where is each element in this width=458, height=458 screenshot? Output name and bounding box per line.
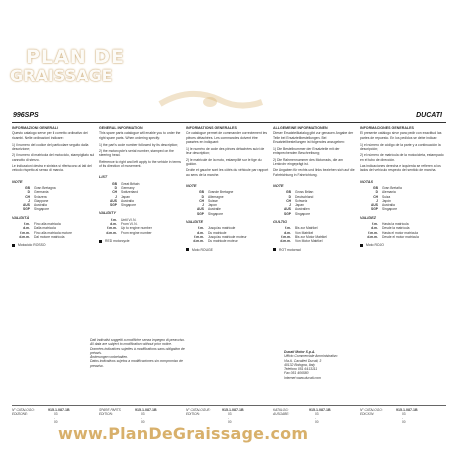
instruction-item: 2) il numero di matricola del motociclo, stampigliato sul cannotto di sterzo. — [12, 153, 95, 162]
country-code-row — [99, 203, 142, 207]
column-heading: INFORMACIONES GENERALES — [360, 126, 414, 130]
country-codes-table — [273, 190, 315, 216]
instruction-item: 2) el número de matrícula de la motocicleta, estampado en el tubo de dirección. — [360, 153, 444, 162]
country-code: J — [28, 198, 30, 203]
validity-meaning: Desde la matrícula — [382, 226, 410, 231]
country-code: SGP — [23, 207, 30, 212]
instruction-item: 2) the motorcycle's serial number, stamped on the steering head. — [99, 149, 174, 158]
validity-heading: VALIDEZ — [360, 215, 376, 220]
country-name: Allemagne — [208, 194, 224, 199]
instruction-item: 1) el número de código de la parte y a continuación la descripción; — [360, 142, 441, 152]
disclaimer-block — [90, 338, 190, 368]
footer-label: N° CATALOGO: — [12, 408, 35, 412]
column-italian — [12, 126, 96, 248]
watermark-logo — [4, 46, 134, 92]
catalog-number: 915.1.087.1B — [396, 408, 418, 412]
country-codes-table — [360, 186, 404, 212]
country-codes-table — [99, 182, 142, 208]
watermark-logo-line1: PLAN DE — [26, 46, 126, 68]
column-intro: This spare parts catalogue will enable you to order the right spare parts. When ordering specify: — [99, 131, 181, 140]
country-name: Australia — [34, 203, 47, 208]
notes-heading: NOTE — [186, 183, 197, 188]
country-name: Australia — [382, 203, 395, 208]
country-name: Singapore — [34, 207, 50, 212]
edition-date: 03 - 00 — [54, 412, 58, 425]
validity-meaning: Until V.I.N. — [121, 217, 137, 222]
country-name: Australien — [295, 207, 310, 212]
footer-edition-de — [273, 408, 331, 425]
validity-table — [99, 218, 154, 235]
model-name: 996SPS — [13, 112, 39, 119]
company-name: Ducati Motor S.p.A. — [284, 350, 316, 354]
motorcycle-color-label: Motociclo ROSSO — [18, 243, 46, 248]
country-codes-table — [186, 190, 235, 216]
validity-meaning: Hasta la matrícula — [382, 222, 409, 227]
country-code: D — [288, 194, 291, 199]
validity-meaning: Bis zur Motor Matrikel — [295, 234, 327, 239]
validity-abbr: f.m. — [24, 222, 30, 227]
notes-heading: NOTE — [273, 183, 284, 188]
header-divider — [12, 122, 446, 123]
country-code: SGP — [197, 211, 204, 216]
validity-table — [186, 226, 249, 243]
footer-sublabel: EDITION: — [186, 412, 200, 417]
notes-heading: NOTE — [12, 179, 23, 184]
country-name: Germany — [121, 185, 135, 190]
catalog-number: 915.1.087.1B — [135, 408, 157, 412]
footer-sublabel: EDIZIONE: — [12, 412, 28, 417]
validity-abbr: d.m. — [284, 230, 291, 235]
validity-row — [360, 235, 421, 239]
country-code: CH — [25, 194, 30, 199]
country-name: Japón — [382, 198, 391, 203]
column-heading: GENERAL INFORMATION — [99, 126, 143, 130]
oil-drop-watermark-icon — [150, 82, 270, 112]
country-name: Giappone — [34, 198, 49, 203]
country-name: Suiza — [382, 194, 391, 199]
notes-heading: NOTAS — [360, 179, 374, 184]
validity-table — [273, 226, 329, 243]
column-heading: ALLGEMEINE INFORMATIONEN — [273, 126, 328, 130]
company-phone: Telefono 051 6413111 — [284, 367, 318, 372]
country-name: Deutschland — [295, 194, 314, 199]
country-name: Gran Bretaña — [382, 185, 402, 190]
validity-meaning: Bis zur Matrikel — [295, 226, 318, 231]
validity-meaning: Desde el motor matrícula — [382, 234, 419, 239]
footer-edition-it — [12, 408, 70, 425]
footer-edition-fr — [186, 408, 244, 425]
validity-row — [99, 231, 154, 235]
validity-meaning: Fino alla matricola — [34, 222, 61, 227]
watermark-logo-line2: GRAISSAGE — [10, 66, 113, 85]
column-french — [186, 126, 270, 252]
validity-abbr: f.m.m. — [20, 230, 30, 235]
footer-edition-en — [99, 408, 157, 425]
column-heading: INFORMATIONS GENERALES — [186, 126, 237, 130]
country-code: CH — [112, 190, 117, 195]
country-code: D — [201, 194, 204, 199]
instruction-item: Reference to right and left apply to the vehicle in terms of its direction of movement. — [99, 159, 181, 169]
company-fax: Fax 051 406580 — [284, 371, 309, 376]
country-code: AUS — [284, 207, 291, 212]
instruction-item: 1) il numero del codice del particolare seguito dalla descrizione; — [12, 142, 89, 152]
validity-meaning: Jusqu'au matricule moteur — [208, 234, 247, 239]
country-name: Gross Britan — [295, 190, 314, 195]
motorcycle-color — [12, 243, 96, 247]
validity-abbr: d.m.m. — [280, 239, 291, 244]
country-code: SGP — [284, 211, 291, 216]
country-name: Svizzera — [34, 194, 47, 199]
column-german — [273, 126, 357, 252]
disclaimer-line: Données indicatives sujettes à modifications sans obligation de préavis. — [90, 346, 185, 355]
country-code: J — [289, 203, 291, 208]
column-intro: Dieser Ersatzteilkatalog gibt zur genauen Angabe der Teile bei Ersatzteilbestellungen. Bei Ersatzteilbestellungen ist folgendes anzugeben: — [273, 131, 354, 144]
company-address — [284, 350, 374, 380]
validity-row — [273, 239, 329, 243]
company-web: Internet www.ducati.com — [284, 375, 321, 380]
country-code: D — [114, 185, 117, 190]
validity-table — [12, 222, 74, 239]
footer-sublabel: EDITION: — [99, 412, 113, 417]
motorcycle-color — [273, 248, 357, 252]
validity-meaning: Von Motor Matrikel — [295, 239, 323, 244]
validity-meaning: From engine number — [121, 230, 152, 235]
country-name: Great Britain — [121, 181, 140, 186]
validity-abbr: f.m. — [198, 226, 204, 231]
validity-meaning: Du matricule — [208, 230, 227, 235]
company-city: 40132 Bologna, Italy — [284, 362, 315, 367]
footer-divider — [12, 405, 446, 406]
country-name: Singapore — [295, 211, 311, 216]
validity-abbr: d.m.m. — [367, 234, 378, 239]
catalog-number: 915.1.087.1B — [222, 408, 244, 412]
column-intro: Ce catalogue permet de commander correctement les pièces détachées. Les commandes doivent être passées en indiquant: — [186, 131, 268, 144]
watermark-url: www.PlanDeGraissage.com — [58, 424, 309, 443]
validity-heading: GULTIG — [273, 220, 288, 225]
country-name: Switzerland — [121, 190, 139, 195]
motorcycle-color — [186, 248, 270, 252]
country-name: Singapore — [121, 203, 137, 208]
country-code: AUS — [110, 198, 117, 203]
instruction-item: Las indicaciones derecha e izquierda se refieren a los lados del vehículo respecto del sentido de marcha. — [360, 164, 441, 173]
catalog-number: 915.1.087.1B — [48, 408, 70, 412]
disclaimer-line: Dati indicativi soggetti a modifiche senza impegno di preavviso. — [90, 338, 185, 342]
country-name: Grande Bretagne — [208, 190, 234, 195]
country-code: AUS — [371, 203, 378, 208]
country-name: Germania — [34, 190, 49, 195]
validity-abbr: f.m. — [111, 217, 117, 222]
color-swatch-icon — [360, 244, 363, 247]
validity-meaning: Up to engine number — [121, 226, 152, 231]
validity-table — [360, 222, 421, 239]
country-code-row — [273, 212, 315, 216]
country-code: CH — [286, 198, 291, 203]
country-code-row — [12, 207, 58, 211]
validity-meaning: Fino alla matricola motore — [34, 230, 72, 235]
validity-heading: VALIDITE — [186, 220, 204, 225]
country-name: Gran Bretagna — [34, 185, 56, 190]
country-code: GB — [112, 181, 117, 186]
validity-meaning: Du matricule moteur — [208, 239, 238, 244]
country-name: Australie — [208, 207, 221, 212]
validity-abbr: d.m.m. — [193, 239, 204, 244]
country-code: J — [376, 198, 378, 203]
edition-date: 03 - 00 — [402, 412, 406, 425]
motorcycle-color — [99, 239, 183, 243]
column-heading: INFORMAZIONI GENERALI — [12, 126, 58, 130]
country-code: D — [27, 190, 30, 195]
country-name: Japan — [121, 194, 130, 199]
country-codes-table — [12, 186, 58, 212]
validity-abbr: f.m. — [285, 226, 291, 231]
motorcycle-color-label: Moto ROUGE — [192, 247, 213, 252]
country-code-row — [360, 207, 404, 211]
edition-date: 03 - 00 — [315, 412, 319, 425]
country-code: CH — [373, 194, 378, 199]
footer-sublabel: EDICION: — [360, 412, 375, 417]
validity-abbr: f.m.m. — [368, 230, 378, 235]
validity-abbr: d.m. — [110, 222, 117, 227]
validity-heading: VALIDITÀ — [12, 215, 30, 220]
country-code-row — [186, 212, 235, 216]
country-name: Singapore — [382, 207, 398, 212]
validity-meaning: Jusqu'au matricule — [208, 226, 236, 231]
motorcycle-color — [360, 243, 444, 247]
validity-meaning: Dal motore matricola — [34, 234, 65, 239]
country-code: GB — [286, 190, 291, 195]
country-name: Australia — [121, 198, 134, 203]
country-code: GB — [373, 185, 378, 190]
column-spanish — [360, 126, 444, 248]
country-name: Suisse — [208, 198, 218, 203]
motorcycle-color-label: Moto ROJO — [366, 243, 384, 248]
color-swatch-icon — [99, 240, 102, 243]
validity-abbr: d.m. — [23, 226, 30, 231]
footer-label: KATALOG: — [273, 408, 289, 412]
instruction-item: 1) the part's code number followed by its description; — [99, 142, 179, 147]
language-columns — [12, 126, 446, 326]
color-swatch-icon — [186, 248, 189, 251]
instruction-item: 2) Die Rahmennummer des Motorrads, die am Lenkrohr eingeprägt ist. — [273, 157, 343, 167]
country-code: J — [115, 194, 117, 199]
country-code: AUS — [197, 207, 204, 212]
instruction-item: 1) Die Bestellnummer der Ersatzteile mit der entsprechenden Beschreibung; — [273, 147, 340, 156]
company-street: Via A. Cavalieri Ducati, 3 — [284, 358, 322, 363]
instruction-item: 1) le numéro de code des pièces détachées suivi de leur description; — [186, 147, 265, 156]
column-intro: El presente catálogo sirve para pedir con exactitud las partes de repuesto. En los pedidos se debe indicar: — [360, 131, 442, 140]
color-swatch-icon — [273, 248, 276, 251]
validity-abbr: f.m. — [372, 222, 378, 227]
validity-meaning: Hasta el motor matrícula — [382, 230, 418, 235]
edition-date: 03 - 00 — [141, 412, 145, 425]
instruction-item: Le indicazioni destra e sinistra si riferiscono ai lati del veicolo rispetto al senso di marcia. — [12, 164, 92, 173]
country-code: GB — [199, 190, 204, 195]
country-code: CH — [199, 198, 204, 203]
notes-heading: LIST — [99, 175, 108, 180]
footer-label: N° CATALOGO: — [360, 408, 383, 412]
country-name: Singapore — [208, 211, 224, 216]
country-name: Schweiz — [295, 198, 308, 203]
footer-label: SPARE PARTS — [99, 408, 121, 412]
disclaimer-line: Datos indicativos sujetos a modificaciones sin compromiso de preaviso. — [90, 359, 183, 368]
country-code: SGP — [371, 207, 378, 212]
footer-sublabel: AUSGABE: — [273, 412, 290, 417]
country-code: AUS — [23, 203, 30, 208]
color-swatch-icon — [12, 244, 15, 247]
country-name: Alemania — [382, 190, 396, 195]
company-dept: Ufficio Commerciale Amministrativo — [284, 354, 338, 359]
validity-meaning: From V.I.N. — [121, 222, 138, 227]
country-code: J — [202, 203, 204, 208]
country-name: Japan — [295, 203, 304, 208]
country-code: D — [375, 190, 378, 195]
validity-abbr: d.m.m. — [19, 234, 30, 239]
validity-meaning: Dalla matricola — [34, 226, 56, 231]
validity-abbr: d.m. — [197, 230, 204, 235]
disclaimer-line: Änderungen vorbehalten. — [90, 355, 129, 360]
footer-label: N° CATALOGUE: — [186, 408, 211, 412]
country-code: GB — [25, 185, 30, 190]
validity-abbr: f.m.m. — [107, 226, 117, 231]
motorcycle-color-label: RED motorcycle — [105, 238, 130, 243]
validity-heading: VALIDITY — [99, 211, 117, 216]
validity-abbr: d.m.m. — [106, 230, 117, 235]
country-name: Japon — [208, 203, 217, 208]
instruction-item: Die Angaben für rechts und links beziehen sich auf die Fahrtrichtung in Fahrrichtung. — [273, 168, 355, 177]
validity-abbr: d.m. — [371, 226, 378, 231]
motorcycle-color-label: ROT motorrad — [279, 247, 301, 252]
validity-row — [186, 239, 249, 243]
validity-abbr: f.m.m. — [281, 234, 291, 239]
validity-meaning: Von Matrikel — [295, 230, 314, 235]
validity-row — [12, 235, 74, 239]
column-intro: Questo catalogo serve per il corretto ordinativo dei ricambi. Nelle ordinazioni indicare: — [12, 131, 88, 140]
country-code: SGP — [110, 203, 117, 208]
edition-date: 03 - 00 — [228, 412, 232, 425]
validity-abbr: f.m.m. — [194, 234, 204, 239]
catalog-number: 915.1.087.1B — [309, 408, 331, 412]
footer-edition-es — [360, 408, 418, 425]
disclaimer-line: All data are subject to modification without prior notice. — [90, 342, 172, 347]
validity-row — [99, 226, 154, 230]
brand-name: DUCATI — [416, 112, 442, 119]
column-english — [99, 126, 183, 243]
instruction-item: Droite et gauche sont les côtés du véhicule par rapport au sens de la marche. — [186, 168, 269, 177]
instruction-item: 2) le matricule de la moto, estampillé sur le tige du guidon. — [186, 157, 262, 167]
